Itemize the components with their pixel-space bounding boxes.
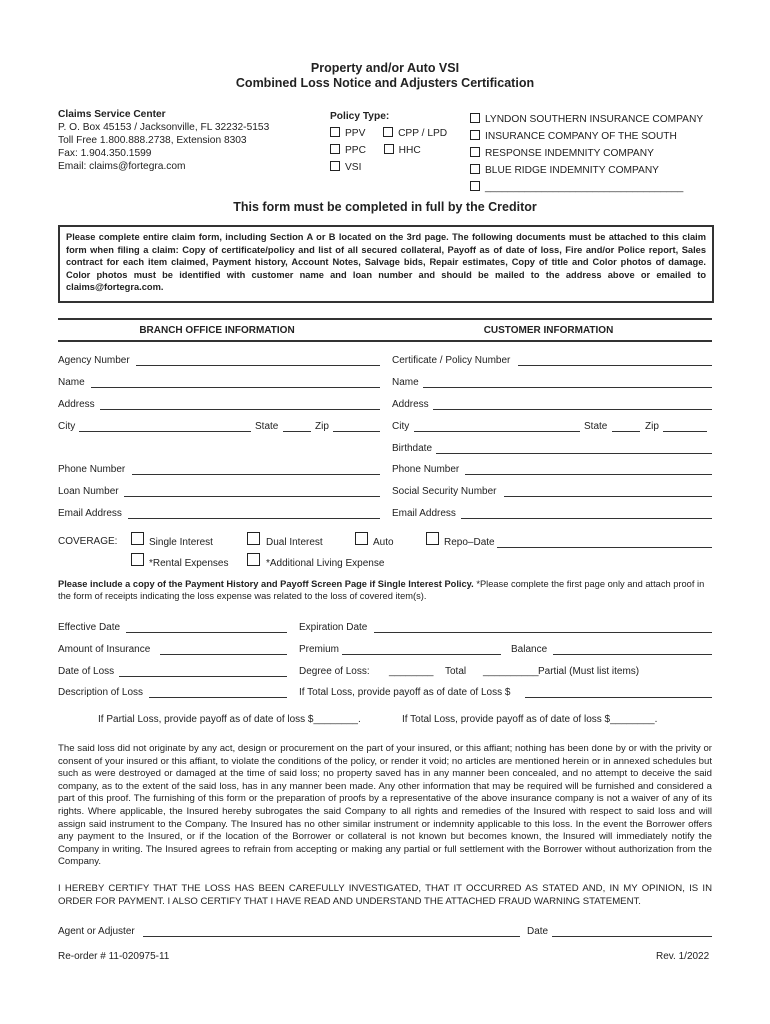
policy-type-heading: Policy Type: [330,111,390,122]
ssn-label: Social Security Number [392,486,497,497]
policy-type [330,110,447,174]
customer-state-field[interactable] [612,431,640,432]
checkbox-icon[interactable] [470,130,480,140]
company-list [470,111,703,196]
customer-name-field[interactable] [423,387,712,388]
signature-date-field[interactable] [552,936,712,937]
payment-note [58,578,712,603]
branch-city-field[interactable] [79,431,251,432]
auto-label: Auto [373,537,394,548]
coverage-label: COVERAGE: [58,536,118,547]
loan-number-label: Loan Number [58,486,119,497]
dual-interest-label: Dual Interest [266,537,323,548]
partial-loss-label: Partial (Must list items) [538,666,640,677]
branch-name-field[interactable] [91,387,380,388]
branch-city-label: City [58,421,76,432]
date-of-loss-field[interactable] [119,676,287,677]
customer-address-label: Address [392,399,429,410]
total-loss-payoff-label: If Total Loss, provide payoff as of date of Loss $ [299,687,511,698]
payment-note-rest: *Please complete the first page only and attach proof in the form of receipts indicating the loss expense was related to the loss of covered item(s). [58,579,705,602]
section-bottom-rule [58,340,712,342]
claims-center-phone: Toll Free 1.800.888.2738, Extension 8303 [58,135,247,146]
claims-center-email: Email: claims@fortegra.com [58,161,186,172]
must-complete-heading: This form must be completed in full by the Creditor [233,200,537,214]
single-interest-checkbox[interactable] [131,532,144,545]
branch-address-field[interactable] [100,409,380,410]
customer-state-label: State [584,421,608,432]
living-expense-label: *Additional Living Expense [266,558,385,569]
rental-expenses-label: *Rental Expenses [149,558,229,569]
repo-date-field[interactable] [497,547,712,548]
repo-date-label: Repo–Date [444,537,495,548]
checkbox-icon[interactable] [383,127,393,137]
customer-email-field[interactable] [461,518,712,519]
birthdate-field[interactable] [436,453,712,454]
customer-info-heading: CUSTOMER INFORMATION [483,325,614,336]
checkbox-icon[interactable] [330,127,340,137]
date-of-loss-label: Date of Loss [58,666,115,677]
branch-name-label: Name [58,377,85,388]
branch-phone-field[interactable] [132,474,380,475]
expiration-date-label: Expiration Date [299,622,368,633]
claims-center-heading: Claims Service Center [58,109,166,120]
payment-note-bold: Please include a copy of the Payment History and Payoff Screen Page if Single Interest Policy. [58,579,474,589]
single-interest-label: Single Interest [149,537,213,548]
repo-checkbox[interactable] [426,532,439,545]
total-payoff-line[interactable]: If Total Loss, provide payoff as of date of loss $________. [402,714,658,725]
total-loss-label: Total [445,666,467,677]
revision-date: Rev. 1/2022 [656,951,710,962]
description-of-loss-field[interactable] [149,697,287,698]
living-expense-checkbox[interactable] [247,553,260,566]
checkbox-icon[interactable] [470,181,480,191]
branch-address-label: Address [58,399,95,410]
customer-email-label: Email Address [392,508,456,519]
company-lyndon[interactable]: LYNDON SOUTHERN INSURANCE COMPANY [470,111,703,128]
premium-field[interactable] [342,654,501,655]
checkbox-icon[interactable] [470,147,480,157]
company-blue-ridge[interactable]: BLUE RIDGE INDEMNITY COMPANY [470,162,703,179]
policy-hhc[interactable]: HHC [384,145,421,156]
ssn-field[interactable] [504,496,712,497]
customer-zip-label: Zip [645,421,659,432]
agent-signature-label: Agent or Adjuster [58,926,135,937]
agency-number-field[interactable] [136,365,380,366]
policy-cpp-lpd[interactable]: CPP / LPD [383,128,447,139]
checkbox-icon[interactable] [330,161,340,171]
company-response[interactable]: RESPONSE INDEMNITY COMPANY [470,145,703,162]
instructions-box [58,225,714,303]
branch-state-field[interactable] [283,431,311,432]
policy-vsi[interactable]: VSI [330,162,361,173]
description-of-loss-label: Description of Loss [58,687,144,698]
expiration-date-field[interactable] [374,632,712,633]
customer-city-field[interactable] [414,431,580,432]
certificate-number-label: Certificate / Policy Number [392,355,511,366]
checkbox-icon[interactable] [330,144,340,154]
branch-zip-field[interactable] [333,431,380,432]
total-loss-payoff-field[interactable] [525,697,712,698]
birthdate-label: Birthdate [392,443,433,454]
amount-of-insurance-field[interactable] [160,654,287,655]
premium-label: Premium [299,644,340,655]
checkbox-icon[interactable] [470,113,480,123]
legal-statement: The said loss did not originate by any act, design or procurement on the part of your insured, or this affiant; nothing has been done by or with the privity or consent of your insured or this affiant, to violate the conditions of the policy, or render it void; no articles are mentioned herein or in annexed schedules but such as were destroyed or damaged at the time of said loss; no property saved has in any manner been concealed, and no attempt to deceive the said company, as to the extent of the said loss, has in any manner been made. Any other information that may be required will be furnished and considered a part of this proof. The furnishing of this form or the preparation of proofs by a representative of the above insurance company is not a waiver of any of its rights. Where applicable, the Insured hereby subrogates the said Company to all rights and remedies of the Insured with respect to said loss and will assign said instrument to the Company. The Insured has no other similar instrument or indemnity applicable to this loss. In the event the Borrower offers any payment to the Insured, or if the location of the Borrower or collateral is not known but becomes known, the Insured will immediately notify the Company in writing. The Insured agrees to refrain from accepting or making any partial or full settlement with the Borrower without authorization from the Company. [58,743,712,868]
claims-center-address: P. O. Box 45153 / Jacksonville, FL 32232-5153 [58,122,270,133]
agency-number-label: Agency Number [58,355,130,366]
claims-center-fax: Fax: 1.904.350.1599 [58,148,152,159]
loan-number-field[interactable] [124,496,380,497]
rental-expenses-checkbox[interactable] [131,553,144,566]
reorder-number: Re-order # 11-020975-11 [58,951,170,962]
company-other[interactable]: ___________________________________ [470,179,703,196]
policy-ppv[interactable]: PPV [330,128,365,139]
partial-payoff-line[interactable]: If Partial Loss, provide payoff as of date of loss $________. [98,714,361,725]
effective-date-field[interactable] [126,632,287,633]
partial-loss-field[interactable]: __________ [483,666,539,677]
effective-date-label: Effective Date [58,622,121,633]
dual-interest-checkbox[interactable] [247,532,260,545]
branch-email-field[interactable] [128,518,380,519]
claims-center [58,108,269,173]
form-subtitle: Combined Loss Notice and Adjusters Certification [235,76,535,90]
customer-zip-field[interactable] [663,431,707,432]
customer-city-label: City [392,421,410,432]
amount-of-insurance-label: Amount of Insurance [58,644,151,655]
checkbox-icon[interactable] [470,164,480,174]
branch-phone-label: Phone Number [58,464,126,475]
balance-label: Balance [511,644,548,655]
certificate-number-field[interactable] [518,365,712,366]
customer-name-label: Name [392,377,419,388]
branch-state-label: State [255,421,279,432]
company-icos[interactable]: INSURANCE COMPANY OF THE SOUTH [470,128,703,145]
certification-statement: I HEREBY CERTIFY THAT THE LOSS HAS BEEN CAREFULLY INVESTIGATED, THAT IT OCCURRED AS STATED AND, IN MY OPINION, IS IN ORDER FOR PAYMENT. I ALSO CERTIFY THAT I HAVE READ AND UNDERSTAND THE ATTACHED FRAUD WARNING STATEMENT. [58,883,712,907]
balance-field[interactable] [553,654,712,655]
agent-signature-field[interactable] [143,936,520,937]
auto-checkbox[interactable] [355,532,368,545]
branch-office-heading: BRANCH OFFICE INFORMATION [139,325,295,336]
policy-ppc[interactable]: PPC [330,145,366,156]
total-loss-field[interactable]: ________ [389,666,434,677]
customer-phone-label: Phone Number [392,464,460,475]
checkbox-icon[interactable] [384,144,394,154]
degree-of-loss-label: Degree of Loss: [299,666,370,677]
branch-email-label: Email Address [58,508,122,519]
customer-phone-field[interactable] [465,474,712,475]
form-title: Property and/or Auto VSI [310,61,460,75]
signature-date-label: Date [527,926,549,937]
section-top-rule [58,318,712,320]
instructions-text: Please complete entire claim form, including Section A or B located on the 3rd page. The following documents must be attached to this claim form when filing a claim: Copy of certificate/policy and list of all secured collateral, Payoff as of date of loss, Fire and/or Police report, Sales contract for each item claimed, Payment history, Account Notes, Salvage bids, Repair estimates, Copy of title and Color photos of damage. Color photos must be identified with customer name and loan number and should be mailed to the address above or emailed to claims@fortegra.com. [66,232,706,293]
branch-zip-label: Zip [315,421,329,432]
customer-address-field[interactable] [433,409,712,410]
